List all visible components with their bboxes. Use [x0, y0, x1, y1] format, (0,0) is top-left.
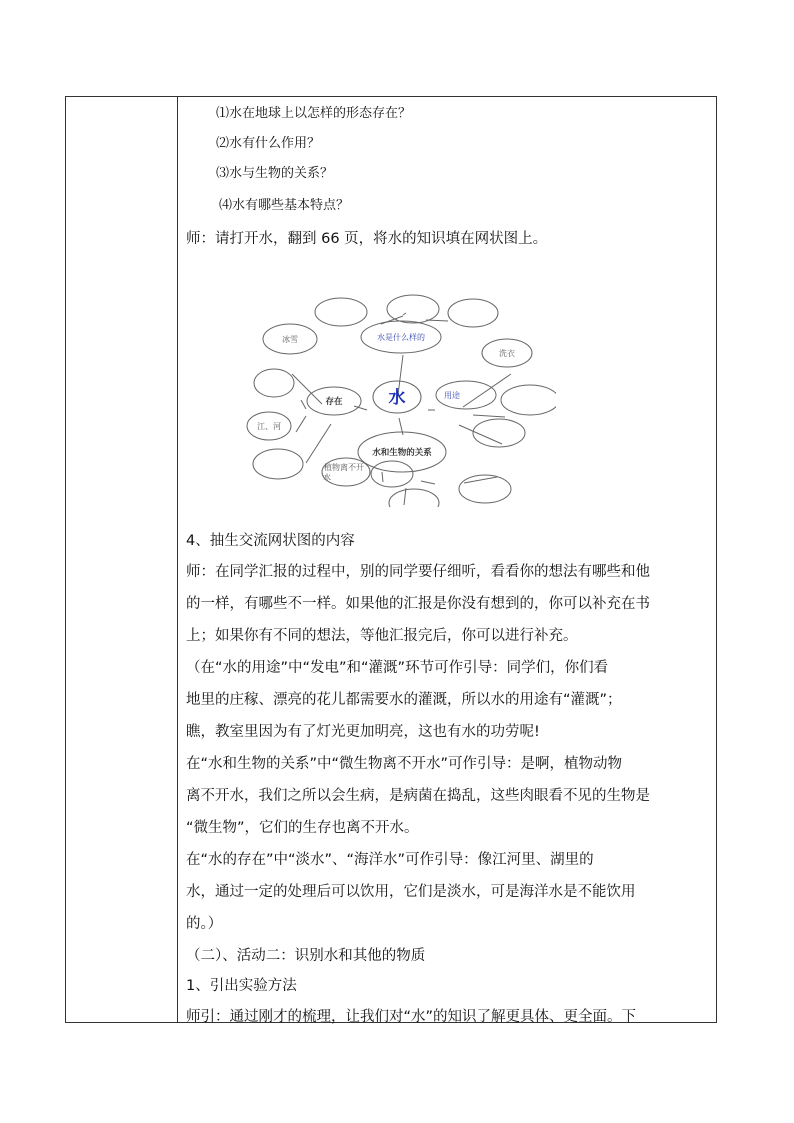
paragraph-line: 水，通过一定的处理后可以饮用，它们是淡水，可是海洋水是不能饮用 [186, 884, 636, 900]
question-4: ⑷水有哪些基本特点？ [219, 198, 350, 213]
web-diagram-svg [226, 267, 556, 507]
paragraph-line: 4、抽生交流网状图的内容 [186, 533, 355, 549]
bottom-node-label: 水和生物的关系 [372, 448, 432, 458]
question-1: ⑴水在地球上以怎样的形态存在？ [216, 106, 412, 121]
paragraph-line: 在“水的存在”中“淡水”、“海洋水”可作引导：像江河里、湖里的 [186, 852, 594, 868]
paragraph-line: 上；如果你有不同的想法，等他汇报完后，你可以进行补充。 [186, 628, 578, 644]
leaf-plant-label-2: 水 [323, 473, 331, 482]
leaf-river-label: 江、河 [257, 422, 281, 431]
lesson-table [65, 96, 717, 1023]
column-divider [177, 97, 178, 1022]
top-node-label: 水是什么样的 [377, 333, 425, 342]
subsection-heading: 1、引出实验方法 [186, 978, 297, 994]
paragraph-line: “微生物”，它们的生存也离不开水。 [186, 820, 419, 836]
left-node-label: 存在 [325, 397, 343, 407]
water-web-diagram [226, 267, 556, 507]
leaf-wash-label: 洗衣 [499, 349, 515, 358]
paragraph-line: （在“水的用途”中“发电”和“灌溉”环节可作引导：同学们，你们看 [186, 660, 609, 676]
paragraph-line: 地里的庄稼、漂亮的花儿都需要水的灌溉，所以水的用途有“灌溉”； [186, 692, 622, 708]
question-2: ⑵水有什么作用？ [216, 136, 321, 151]
leaf-plant-label-1: 植物离不开 [324, 463, 364, 472]
paragraph-line: 的。） [186, 916, 223, 932]
leaf-ice-label: 冰雪 [282, 335, 298, 344]
paragraph-line: 的一样，有哪些不一样。如果他的汇报是你没有想到的，你可以补充在书 [186, 596, 650, 612]
center-label: 水 [388, 388, 406, 408]
paragraph-line: 在“水和生物的关系”中“微生物离不开水”可作引导：是啊，植物动物 [186, 756, 623, 772]
paragraph-line: 师引：通过刚才的梳理，让我们对“水”的知识了解更具体、更全面。下 [186, 1009, 637, 1025]
question-3: ⑶水与生物的关系？ [216, 166, 334, 181]
paragraph-line: 瞧，教室里因为有了灯光更加明亮，这也有水的功劳呢! [186, 724, 540, 740]
section-heading: （二）、活动二：识别水和其他的物质 [186, 948, 426, 964]
right-node-label: 用途 [444, 391, 460, 400]
paragraph-line: 离不开水，我们之所以会生病，是病菌在捣乱，这些肉眼看不见的生物是 [186, 788, 650, 804]
teacher-instruction: 师：请打开水，翻到 66 页，将水的知识填在网状图上。 [186, 231, 548, 247]
paragraph-line: 师：在同学汇报的过程中，别的同学要仔细听，看看你的想法有哪些和他 [186, 564, 650, 580]
